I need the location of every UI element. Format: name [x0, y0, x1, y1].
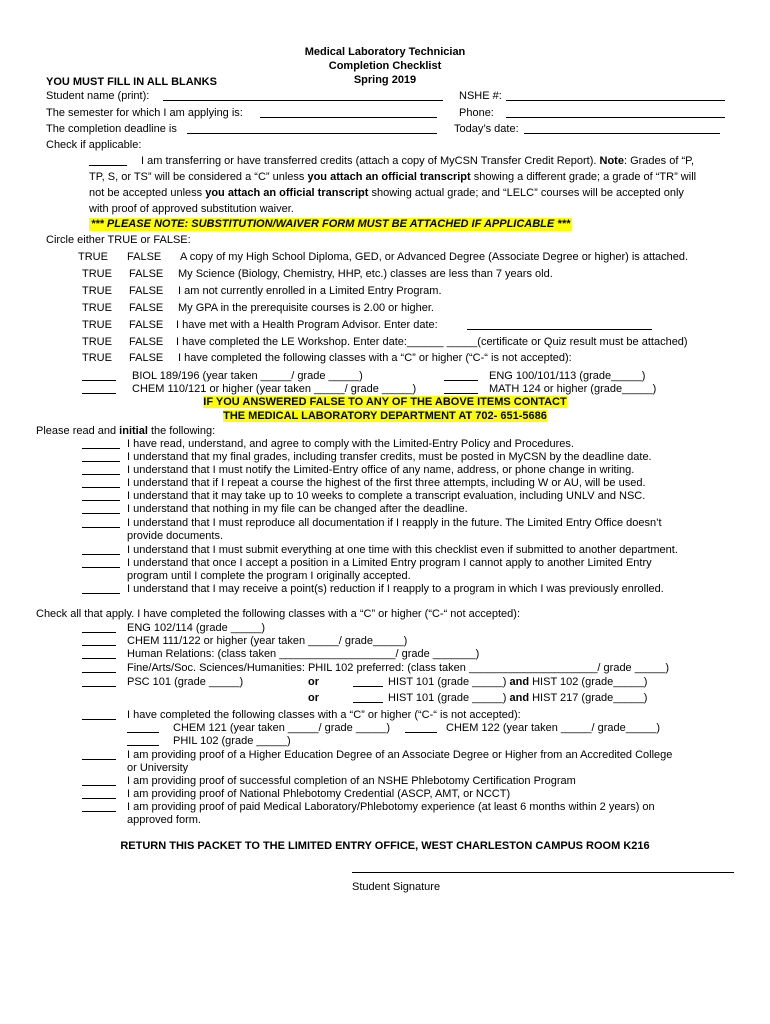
- apply-blank-chem121[interactable]: [127, 722, 159, 733]
- contact-line-2: THE MEDICAL LABORATORY DEPARTMENT AT 702- 651-5686: [223, 410, 547, 422]
- apply-blank-eng[interactable]: [82, 622, 116, 633]
- apply-blank-phil[interactable]: [127, 735, 159, 746]
- initial-item-9: I understand that once I accept a position in a Limited Entry program I cannot apply to another Limited Entry: [127, 557, 652, 569]
- apply-psc: PSC 101 (grade _____): [127, 676, 244, 688]
- apply-blank-proof2[interactable]: [82, 775, 116, 786]
- tf-statement-3: I am not currently enrolled in a Limited Entry Program.: [178, 285, 442, 297]
- apply-hist-102: HIST 101 (grade _____) and HIST 102 (grade_____): [388, 676, 648, 688]
- substitution-note: *** PLEASE NOTE: SUBSTITUTION/WAIVER FORM MUST BE ATTACHED IF APPLICABLE ***: [91, 218, 571, 230]
- chem-course: CHEM 110/121 or higher (year taken _____/ grade _____): [132, 383, 417, 395]
- apply-phil: PHIL 102 (grade _____): [173, 735, 291, 747]
- tf-false-1[interactable]: FALSE: [127, 251, 162, 263]
- deadline-label: The completion deadline is: [46, 123, 177, 135]
- phone-field[interactable]: [506, 107, 725, 118]
- student-name-field[interactable]: [163, 90, 443, 101]
- todays-date-field[interactable]: [524, 123, 720, 134]
- title-line-2: Completion Checklist: [328, 60, 442, 72]
- apply-blank-proof4[interactable]: [82, 801, 116, 812]
- apply-blank-psc[interactable]: [82, 676, 116, 687]
- title-line-3: Spring 2019: [353, 74, 417, 86]
- apply-blank-proof1[interactable]: [82, 749, 116, 760]
- apply-proof-4-cont: approved form.: [127, 814, 201, 826]
- contact-line-1: IF YOU ANSWERED FALSE TO ANY OF THE ABOVE ITEMS CONTACT: [203, 396, 567, 408]
- nshe-label: NSHE #:: [459, 90, 502, 102]
- tf-statement-1: A copy of my High School Diploma, GED, or Advanced Degree (Associate Degree or higher) is attached.: [180, 251, 689, 263]
- apply-blank-hist102[interactable]: [353, 676, 383, 687]
- tf-statement-7: I have completed the following classes with a “C” or higher (“C-“ is not accepted):: [178, 352, 572, 364]
- eng-course: ENG 100/101/113 (grade_____): [489, 370, 646, 382]
- math-course: MATH 124 or higher (grade_____): [489, 383, 657, 395]
- apply-proof-1-cont: or University: [127, 762, 189, 774]
- initial-item-8: I understand that I must submit everything at one time with this checklist even if submitted to another department.: [127, 544, 678, 556]
- initial-item-1: I have read, understand, and agree to comply with the Limited-Entry Policy and Procedures.: [127, 438, 574, 450]
- initial-blank-8[interactable]: [82, 544, 120, 555]
- apply-completed: I have completed the following classes with a “C” or higher (“C-“ is not accepted):: [127, 709, 521, 721]
- biol-course: BIOL 189/196 (year taken _____/ grade _____): [132, 370, 363, 382]
- apply-fine-arts: Fine/Arts/Soc. Sciences/Humanities: PHIL 102 preferred: (class taken _____________________/ grade _____): [127, 662, 669, 674]
- title-line-1: Medical Laboratory Technician: [304, 46, 466, 58]
- initial-item-4: I understand that if I repeat a course the highest of the first three attempts, including W or AU, will be used.: [127, 477, 646, 489]
- semester-label: The semester for which I am applying is:: [46, 107, 243, 119]
- deadline-field[interactable]: [187, 123, 437, 134]
- tf-false-6[interactable]: FALSE: [129, 336, 164, 348]
- transfer-line-4: with proof of approved substitution waiver.: [89, 203, 294, 215]
- math-check-blank[interactable]: [444, 383, 478, 394]
- apply-chem: CHEM 111/122 or higher (year taken _____/ grade_____): [127, 635, 408, 647]
- initial-blank-9[interactable]: [82, 557, 120, 568]
- phone-label: Phone:: [459, 107, 494, 119]
- apply-blank-completed[interactable]: [82, 709, 116, 720]
- todays-date-label: Today’s date:: [454, 123, 519, 135]
- tf-true-3[interactable]: TRUE: [82, 285, 112, 297]
- advisor-date-field[interactable]: [467, 319, 652, 330]
- tf-statement-6: I have completed the LE Workshop. Enter date:______ _____(certificate or Quiz result must be attached): [176, 336, 688, 348]
- semester-field[interactable]: [260, 107, 437, 118]
- initial-blank-6[interactable]: [82, 503, 120, 514]
- apply-proof-3: I am providing proof of National Phlebotomy Credential (ASCP, AMT, or NCCT): [127, 788, 511, 800]
- biol-check-blank[interactable]: [82, 370, 116, 381]
- tf-statement-4: My GPA in the prerequisite courses is 2.00 or higher.: [178, 302, 434, 314]
- initial-item-5: I understand that it may take up to 10 weeks to complete a transcript evaluation, including UNLV and NSC.: [127, 490, 646, 502]
- transfer-line-1: I am transferring or have transferred credits (attach a copy of MyCSN Transfer Credit Report). Note: Grades of “P,: [141, 155, 695, 167]
- tf-false-3[interactable]: FALSE: [129, 285, 164, 297]
- initial-blank-5[interactable]: [82, 490, 120, 501]
- chem-check-blank[interactable]: [82, 383, 116, 394]
- must-fill-heading: YOU MUST FILL IN ALL BLANKS: [46, 76, 217, 88]
- apply-proof-4: I am providing proof of paid Medical Laboratory/Phlebotomy experience (at least 6 months within 2 years) on: [127, 801, 655, 813]
- initial-blank-3[interactable]: [82, 464, 120, 475]
- apply-blank-hr[interactable]: [82, 648, 116, 659]
- tf-statement-5: I have met with a Health Program Advisor. Enter date:: [176, 319, 438, 331]
- apply-proof-2: I am providing proof of successful completion of an NSHE Phlebotomy Certification Program: [127, 775, 576, 787]
- initial-item-7-cont: provide documents.: [127, 530, 223, 542]
- apply-blank-proof3[interactable]: [82, 788, 116, 799]
- apply-chem121: CHEM 121 (year taken _____/ grade _____): [173, 722, 391, 734]
- initial-item-7: I understand that I must reproduce all documentation if I reapply in the future. The Limited Entry Office doesn’t: [127, 517, 662, 529]
- tf-false-4[interactable]: FALSE: [129, 302, 164, 314]
- tf-true-4[interactable]: TRUE: [82, 302, 112, 314]
- apply-blank-chem[interactable]: [82, 635, 116, 646]
- tf-statement-2: My Science (Biology, Chemistry, HHP, etc.) classes are less than 7 years old.: [178, 268, 553, 280]
- initial-blank-1[interactable]: [82, 438, 120, 449]
- or-label-2: or: [308, 692, 319, 704]
- circle-true-false-label: Circle either TRUE or FALSE:: [46, 234, 191, 246]
- nshe-field[interactable]: [506, 90, 725, 101]
- tf-true-5[interactable]: TRUE: [82, 319, 112, 331]
- initial-blank-10[interactable]: [82, 583, 120, 594]
- apply-blank-chem122[interactable]: [405, 722, 437, 733]
- tf-true-2[interactable]: TRUE: [82, 268, 112, 280]
- tf-false-7[interactable]: FALSE: [129, 352, 164, 364]
- apply-eng: ENG 102/114 (grade _____): [127, 622, 265, 634]
- tf-true-7[interactable]: TRUE: [82, 352, 112, 364]
- apply-chem122: CHEM 122 (year taken _____/ grade_____): [446, 722, 661, 734]
- tf-true-6[interactable]: TRUE: [82, 336, 112, 348]
- apply-human-relations: Human Relations: (class taken ___________________/ grade _______): [127, 648, 480, 660]
- initial-item-2: I understand that my final grades, including transfer credits, must be posted in MyCSN by the deadline date.: [127, 451, 652, 463]
- tf-false-5[interactable]: FALSE: [129, 319, 164, 331]
- signature-line[interactable]: [352, 872, 734, 873]
- initial-item-10: I understand that I may receive a point(s) reduction if I reapply to a program in which I was previously enrolled.: [127, 583, 664, 595]
- initial-blank-2[interactable]: [82, 451, 120, 462]
- or-label-1: or: [308, 676, 319, 688]
- initial-blank-7[interactable]: [82, 517, 120, 528]
- initial-item-6: I understand that nothing in my file can be changed after the deadline.: [127, 503, 468, 515]
- initial-item-3: I understand that I must notify the Limited-Entry office of any name, address, or phone change in writing.: [127, 464, 635, 476]
- initial-blank-4[interactable]: [82, 477, 120, 488]
- transfer-line-3: not be accepted unless you attach an official transcript showing actual grade; and “LELC” courses will be accepted only: [89, 187, 684, 199]
- eng-check-blank[interactable]: [444, 370, 478, 381]
- transfer-check-blank[interactable]: [89, 155, 127, 166]
- apply-blank-fine[interactable]: [82, 662, 116, 673]
- apply-blank-hist217[interactable]: [353, 692, 383, 703]
- apply-hist-217: HIST 101 (grade _____) and HIST 217 (grade_____): [388, 692, 648, 704]
- student-name-label: Student name (print):: [46, 90, 150, 102]
- transfer-line-2: TP, S, or TS” will be considered a “C” unless you attach an official transcript showing a different grade; a grade of “TR” will: [89, 171, 697, 183]
- tf-false-2[interactable]: FALSE: [129, 268, 164, 280]
- tf-true-1[interactable]: TRUE: [78, 251, 108, 263]
- check-all-intro: Check all that apply. I have completed the following classes with a “C” or higher (“C-“ not accepted):: [36, 608, 521, 620]
- initial-intro: Please read and initial the following:: [36, 425, 216, 437]
- initial-item-9-cont: program until I complete the program I originally accepted.: [127, 570, 411, 582]
- return-instructions: RETURN THIS PACKET TO THE LIMITED ENTRY OFFICE, WEST CHARLESTON CAMPUS ROOM K216: [120, 840, 650, 852]
- apply-proof-1: I am providing proof of a Higher Education Degree of an Associate Degree or Higher from an Accredited College: [127, 749, 673, 761]
- check-if-applicable-label: Check if applicable:: [46, 139, 142, 151]
- signature-label: Student Signature: [352, 881, 441, 893]
